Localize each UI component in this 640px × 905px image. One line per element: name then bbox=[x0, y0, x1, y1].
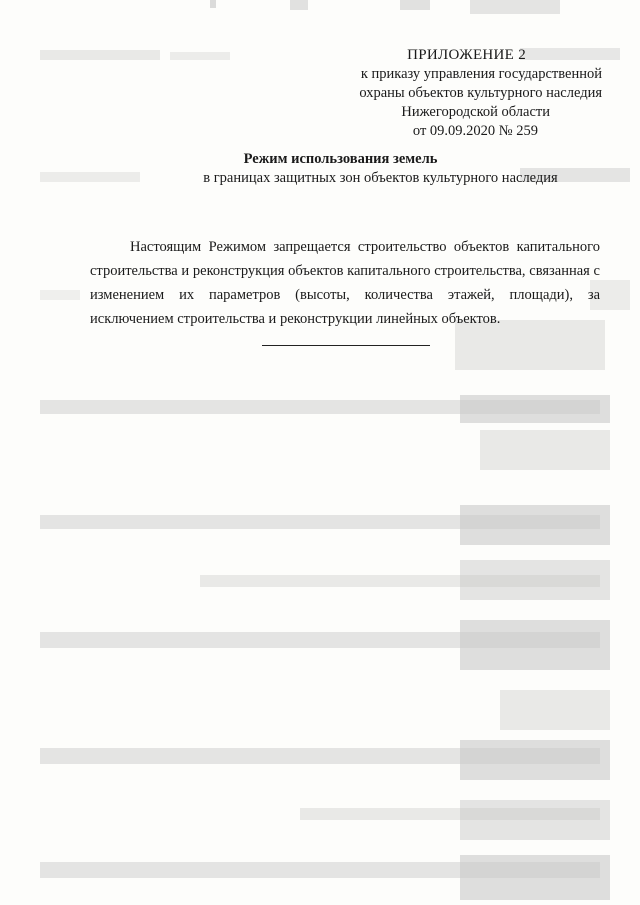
document-title-block bbox=[90, 150, 605, 188]
appendix-line-date: от 09.09.2020 № 259 bbox=[412, 123, 538, 139]
appendix-title: ПРИЛОЖЕНИЕ 2 bbox=[407, 47, 526, 63]
body-paragraph: Настоящим Режимом запрещается строительство объектов капитального строительства и реконструкция объектов капитального строительства, связанная с изменением их параметров (высоты, количества этажей, площади), за исключением строительства и реконструкции линейных объектов. bbox=[90, 238, 600, 327]
appendix-line-order: к приказу управления государственной bbox=[360, 66, 602, 82]
end-divider bbox=[262, 345, 430, 346]
appendix-line-region: Нижегородской области bbox=[401, 104, 550, 120]
appendix-line-agency: охраны объектов культурного наследия bbox=[359, 85, 602, 101]
document-subtitle: в границах защитных зон объектов культурного наследия bbox=[203, 170, 558, 186]
document-title: Режим использования земель bbox=[243, 151, 438, 167]
appendix-header bbox=[300, 46, 606, 141]
